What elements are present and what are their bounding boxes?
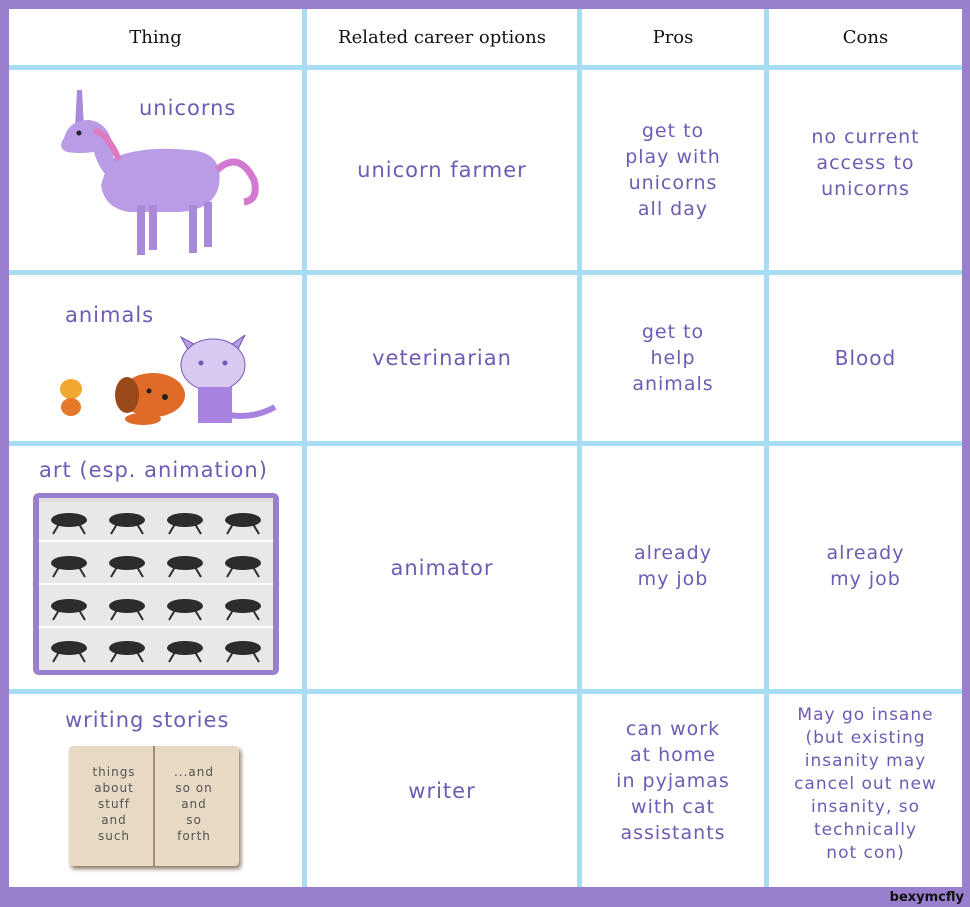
book-text: such bbox=[97, 829, 131, 843]
cons-cell-art bbox=[769, 446, 962, 689]
thing-cell-animals bbox=[9, 275, 302, 441]
book-text: stuff bbox=[97, 797, 130, 811]
cons-line: technically bbox=[813, 820, 917, 840]
pros-line: my job bbox=[637, 568, 709, 590]
cons-line: May go insane bbox=[797, 705, 934, 725]
book-text: things bbox=[92, 765, 136, 779]
cons-cell-writing bbox=[769, 694, 962, 887]
pros-cell-writing bbox=[582, 694, 764, 887]
book-text: about bbox=[94, 781, 134, 795]
cons-line: already bbox=[826, 542, 905, 564]
pros-line: help bbox=[650, 347, 696, 369]
header-cons: Cons bbox=[769, 9, 962, 65]
pros-line: with cat bbox=[631, 796, 715, 818]
cons-line: no current bbox=[811, 126, 920, 148]
header-pros: Pros bbox=[582, 9, 764, 65]
cons-cell-animals bbox=[769, 275, 962, 441]
galloping-horse-icon bbox=[39, 498, 273, 670]
pros-line: already bbox=[634, 542, 712, 564]
pros-line: at home bbox=[630, 744, 716, 766]
thing-cell-unicorns bbox=[9, 70, 302, 270]
pros-line: can work bbox=[625, 718, 721, 740]
thing-label: unicorns bbox=[139, 96, 237, 120]
pros-line: all day bbox=[637, 198, 709, 220]
photo-frame bbox=[33, 493, 279, 675]
cons-cell-unicorns bbox=[769, 70, 962, 270]
book-text: so bbox=[186, 813, 202, 827]
unicorn-icon bbox=[49, 90, 269, 260]
cons-line: cancel out new bbox=[794, 774, 937, 794]
pros-line: unicorns bbox=[628, 172, 718, 194]
animals-icon bbox=[53, 327, 293, 427]
cons-line: insanity may bbox=[804, 751, 927, 771]
pros-line: get to bbox=[641, 120, 705, 142]
thing-cell-writing bbox=[9, 694, 302, 887]
horse-motion-photo bbox=[39, 498, 273, 670]
cons-line: unicorns bbox=[821, 178, 910, 200]
book-text: ...and bbox=[173, 765, 215, 779]
cons-line: Blood bbox=[834, 346, 897, 370]
header-career: Related career options bbox=[307, 9, 577, 65]
watermark: bexymcfly bbox=[889, 890, 964, 905]
cons-line: access to bbox=[816, 152, 915, 174]
thing-label: art (esp. animation) bbox=[39, 458, 268, 482]
book-text: so on bbox=[175, 781, 213, 795]
pros-cell-art bbox=[582, 446, 764, 689]
thing-cell-art bbox=[9, 446, 302, 689]
career-cell-unicorn-farmer: unicorn farmer bbox=[307, 70, 577, 270]
header-thing: Thing bbox=[9, 9, 302, 65]
career-cell-animator: animator bbox=[307, 446, 577, 689]
pros-line: assistants bbox=[620, 822, 726, 844]
book-text: and bbox=[181, 797, 207, 811]
career-cell-veterinarian: veterinarian bbox=[307, 275, 577, 441]
cons-line: not con) bbox=[826, 843, 905, 863]
career-cell-writer: writer bbox=[307, 694, 577, 887]
book-text: forth bbox=[177, 829, 211, 843]
thing-label: animals bbox=[65, 303, 155, 327]
book-spine bbox=[153, 746, 155, 866]
open-book-icon bbox=[69, 746, 239, 866]
pros-cell-unicorns bbox=[582, 70, 764, 270]
cons-line: (but existing bbox=[805, 728, 926, 748]
cons-line: insanity, so bbox=[810, 797, 921, 817]
pros-line: get to bbox=[641, 321, 705, 343]
pros-line: play with bbox=[625, 146, 721, 168]
pros-line: in pyjamas bbox=[616, 770, 730, 792]
cons-line: my job bbox=[830, 568, 901, 590]
pros-cell-animals bbox=[582, 275, 764, 441]
book-left-page bbox=[77, 764, 151, 844]
book-text: and bbox=[101, 813, 127, 827]
pros-line: animals bbox=[632, 373, 714, 395]
thing-label: writing stories bbox=[65, 708, 230, 732]
book-right-page bbox=[157, 764, 231, 844]
